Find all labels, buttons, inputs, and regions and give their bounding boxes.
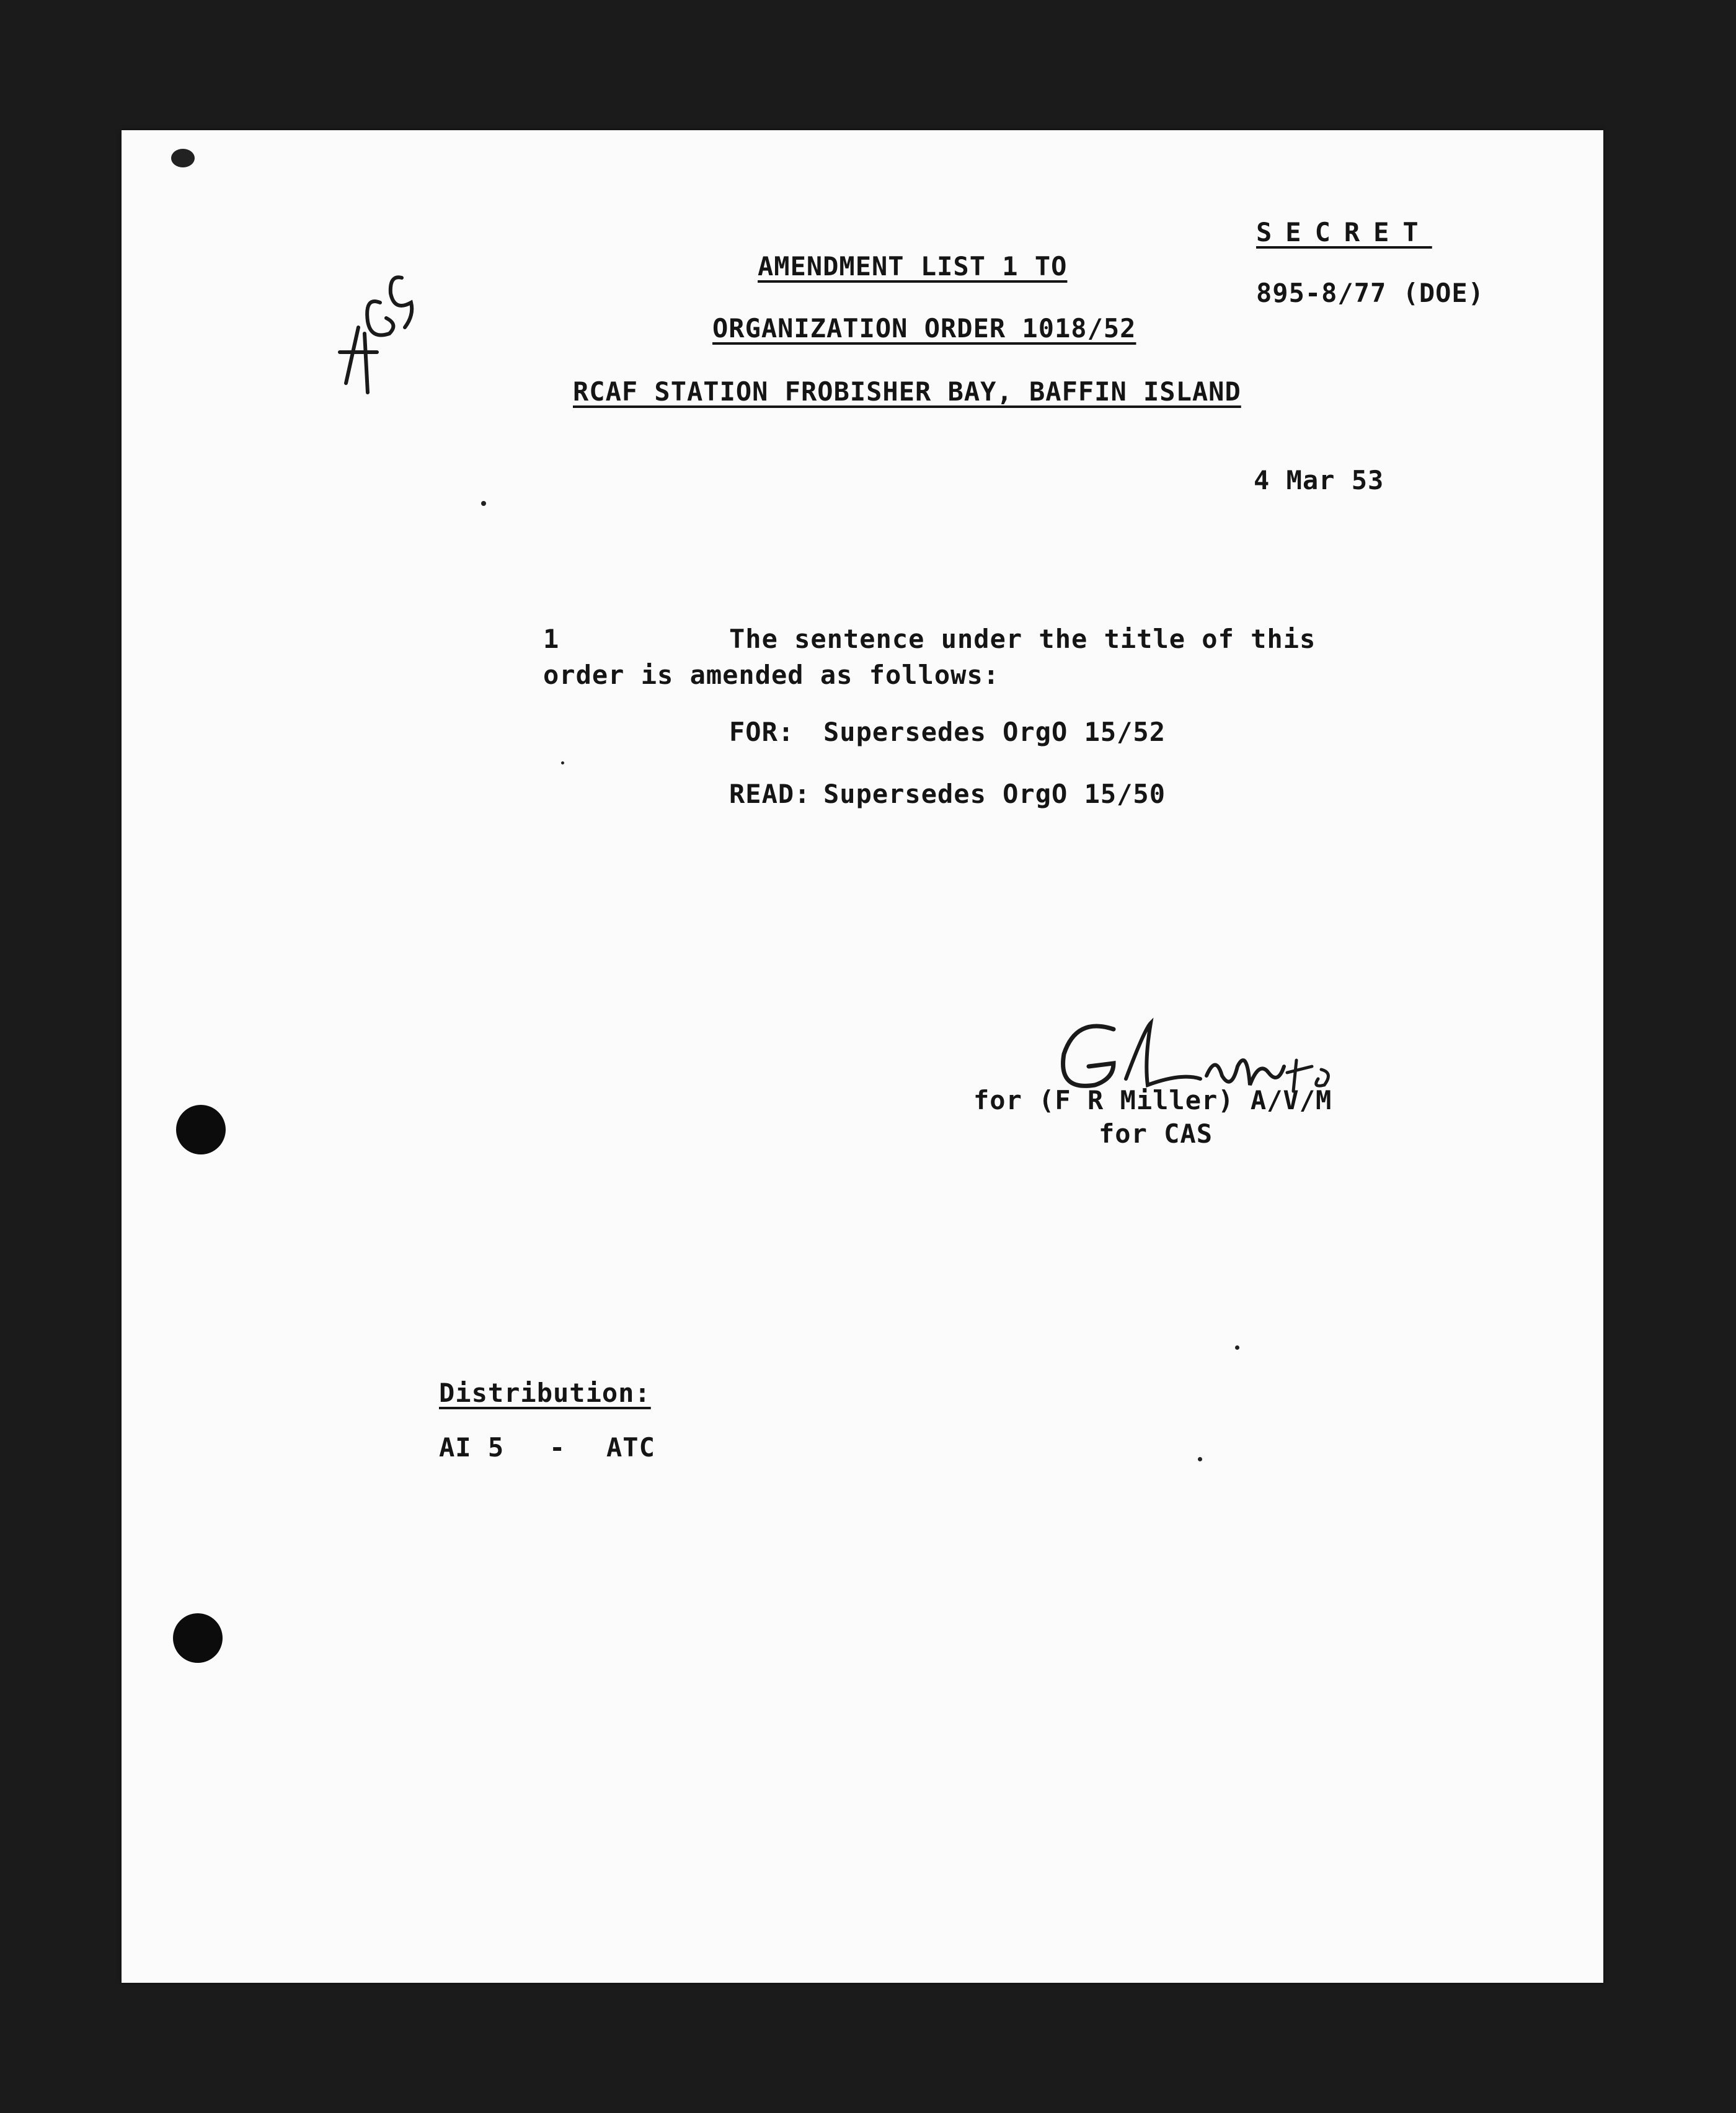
title-line-3: RCAF STATION FROBISHER BAY, BAFFIN ISLAND	[573, 376, 1241, 407]
scan-speck	[171, 149, 195, 167]
signature-line-1: for (F R Miller) A/V/M	[973, 1085, 1332, 1115]
distribution-heading: Distribution:	[439, 1378, 651, 1408]
file-reference: 895-8/77 (DOE)	[1256, 278, 1485, 308]
read-label: READ:	[729, 779, 811, 809]
document-date: 4 Mar 53	[1254, 465, 1384, 495]
for-text: Supersedes OrgO 15/52	[823, 717, 1166, 747]
document-page	[122, 130, 1603, 1983]
distribution-code: AI 5	[439, 1432, 505, 1463]
distribution-destination: ATC	[606, 1432, 655, 1463]
classification-marking: SECRET	[1256, 217, 1432, 247]
title-line-1: AMENDMENT LIST 1 TO	[758, 251, 1068, 281]
margin-note-handwriting	[321, 259, 433, 408]
paragraph-line-2: order is amended as follows:	[543, 660, 1000, 690]
scan-speck	[1235, 1345, 1239, 1350]
signature-line-2: for CAS	[1099, 1119, 1213, 1149]
title-line-2: ORGANIZATION ORDER 1018/52	[712, 313, 1136, 343]
paragraph-line-1: The sentence under the title of this	[729, 624, 1316, 654]
paragraph-number: 1	[543, 624, 560, 654]
punch-hole-bottom	[173, 1613, 223, 1663]
for-label: FOR:	[729, 717, 795, 747]
read-text: Supersedes OrgO 15/50	[823, 779, 1166, 809]
distribution-dash: -	[549, 1432, 566, 1463]
scan-speck	[561, 761, 564, 764]
scan-speck	[481, 501, 486, 506]
scan-speck	[1198, 1457, 1202, 1461]
punch-hole-top	[176, 1105, 226, 1154]
